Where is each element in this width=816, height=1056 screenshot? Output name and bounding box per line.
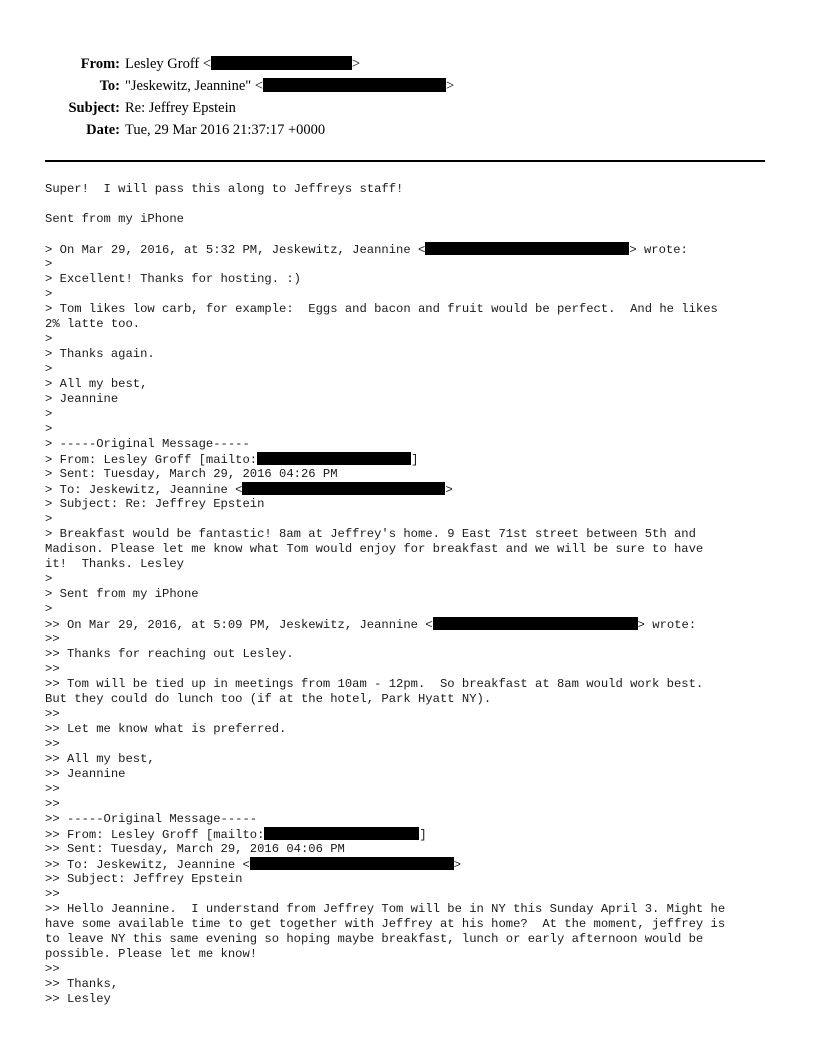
body-line: Sent from my iPhone xyxy=(45,212,184,226)
from-label: From: xyxy=(80,56,120,72)
body-line: Madison. Please let me know what Tom would enjoy for breakfast and we will be sure to have xyxy=(45,542,704,556)
body-line: > Sent: Tuesday, March 29, 2016 04:26 PM xyxy=(45,467,338,481)
quote-header-line xyxy=(45,617,785,632)
body-line: But they could do lunch too (if at the hotel, Park Hyatt NY). xyxy=(45,692,492,706)
body-line: > Thanks again. xyxy=(45,347,155,361)
quoted-to-line xyxy=(45,482,785,497)
email-body xyxy=(45,182,785,1007)
body-line: >> xyxy=(45,782,60,796)
redaction-box xyxy=(263,78,446,92)
body-line: > xyxy=(45,407,53,421)
body-line: possible. Please let me know! xyxy=(45,947,258,961)
subject-row xyxy=(0,97,816,119)
to-tail: > xyxy=(446,78,455,94)
quoted-from-line xyxy=(45,452,785,467)
body-line: > xyxy=(45,422,53,436)
body-line: > xyxy=(45,257,53,271)
body-line: > Sent from my iPhone xyxy=(45,587,199,601)
body-line: >> -----Original Message----- xyxy=(45,812,258,826)
to-row xyxy=(0,75,816,97)
quote-header-tail: > wrote: xyxy=(629,243,688,257)
body-line: >> Jeannine xyxy=(45,767,126,781)
subject-label: Subject: xyxy=(68,100,120,116)
body-line: > xyxy=(45,362,53,376)
body-line: > All my best, xyxy=(45,377,148,391)
quote-header-line xyxy=(45,242,785,257)
body-line: > Breakfast would be fantastic! 8am at Jeffrey's home. 9 East 71st street between 5th and xyxy=(45,527,696,541)
body-line: >> xyxy=(45,632,60,646)
quote-header-text: > On Mar 29, 2016, at 5:32 PM, Jeskewitz, Jeannine < xyxy=(45,243,426,257)
body-line: >> xyxy=(45,797,60,811)
subject-value: Re: Jeffrey Epstein xyxy=(125,100,236,116)
redaction-box xyxy=(433,617,638,630)
body-line: > Subject: Re: Jeffrey Epstein xyxy=(45,497,265,511)
body-line: 2% latte too. xyxy=(45,317,141,331)
quoted-from-text: >> From: Lesley Groff [mailto: xyxy=(45,828,265,842)
body-line: > xyxy=(45,512,53,526)
body-line: > -----Original Message----- xyxy=(45,437,250,451)
quote-header-tail: > wrote: xyxy=(637,618,697,632)
from-value xyxy=(125,53,360,75)
body-line: >> Hello Jeannine. I understand from Jeffrey Tom will be in NY this Sunday April 3. Might he xyxy=(45,902,726,916)
body-line: it! Thanks. Lesley xyxy=(45,557,184,571)
body-line: >> Sent: Tuesday, March 29, 2016 04:06 PM xyxy=(45,842,345,856)
body-line: >> Subject: Jeffrey Epstein xyxy=(45,872,243,886)
blank-line xyxy=(45,197,785,212)
body-line: > Excellent! Thanks for hosting. :) xyxy=(45,272,301,286)
quoted-from-line xyxy=(45,827,785,842)
to-label: To: xyxy=(99,78,120,94)
quoted-to-text: > To: Jeskewitz, Jeannine < xyxy=(45,483,243,497)
to-name: "Jeskewitz, Jeannine" < xyxy=(125,78,263,94)
redaction-box xyxy=(425,242,629,255)
body-line: Super! I will pass this along to Jeffreys staff! xyxy=(45,182,404,196)
quoted-to-line xyxy=(45,857,785,872)
body-line: have some available time to get together with Jeffrey at his home? At the moment, jeffrey is xyxy=(45,917,726,931)
redaction-box xyxy=(257,452,411,465)
quoted-from-text: > From: Lesley Groff [mailto: xyxy=(45,453,258,467)
quoted-from-tail: ] xyxy=(411,453,419,467)
quoted-from-tail: ] xyxy=(419,828,427,842)
body-line: to leave NY this same evening so hoping maybe breakfast, lunch or early afternoon would be xyxy=(45,932,704,946)
redaction-box xyxy=(250,857,454,870)
body-line: >> All my best, xyxy=(45,752,155,766)
blank-line xyxy=(45,227,785,242)
from-tail: > xyxy=(352,56,361,72)
body-line: >> xyxy=(45,707,60,721)
body-line: >> Thanks, xyxy=(45,977,119,991)
email-header xyxy=(0,53,816,141)
header-divider xyxy=(45,160,765,162)
body-line: >> xyxy=(45,887,60,901)
body-line: > xyxy=(45,602,53,616)
quoted-to-tail: > xyxy=(445,483,453,497)
body-line: > xyxy=(45,332,53,346)
date-value: Tue, 29 Mar 2016 21:37:17 +0000 xyxy=(125,122,326,138)
date-label: Date: xyxy=(86,122,120,138)
body-line: >> Thanks for reaching out Lesley. xyxy=(45,647,294,661)
redaction-box xyxy=(242,482,445,495)
quote-header-text: >> On Mar 29, 2016, at 5:09 PM, Jeskewitz, Jeannine < xyxy=(45,618,433,632)
from-name: Lesley Groff < xyxy=(125,56,212,72)
quoted-to-text: >> To: Jeskewitz, Jeannine < xyxy=(45,858,250,872)
date-row xyxy=(0,119,816,141)
body-line: > Jeannine xyxy=(45,392,119,406)
redaction-box xyxy=(264,827,419,840)
body-line: >> Let me know what is preferred. xyxy=(45,722,287,736)
body-line: > xyxy=(45,572,53,586)
redaction-box xyxy=(211,56,352,70)
body-line: > Tom likes low carb, for example: Eggs and bacon and fruit would be perfect. And he likes xyxy=(45,302,718,316)
to-value xyxy=(125,75,454,97)
body-line: >> xyxy=(45,962,60,976)
quoted-to-tail: > xyxy=(453,858,462,872)
body-line: >> Tom will be tied up in meetings from 10am - 12pm. So breakfast at 8am would work best. xyxy=(45,677,704,691)
body-line: >> xyxy=(45,662,60,676)
body-line: >> Lesley xyxy=(45,992,111,1006)
body-line: > xyxy=(45,287,53,301)
from-row xyxy=(0,53,816,75)
body-line: >> xyxy=(45,737,60,751)
